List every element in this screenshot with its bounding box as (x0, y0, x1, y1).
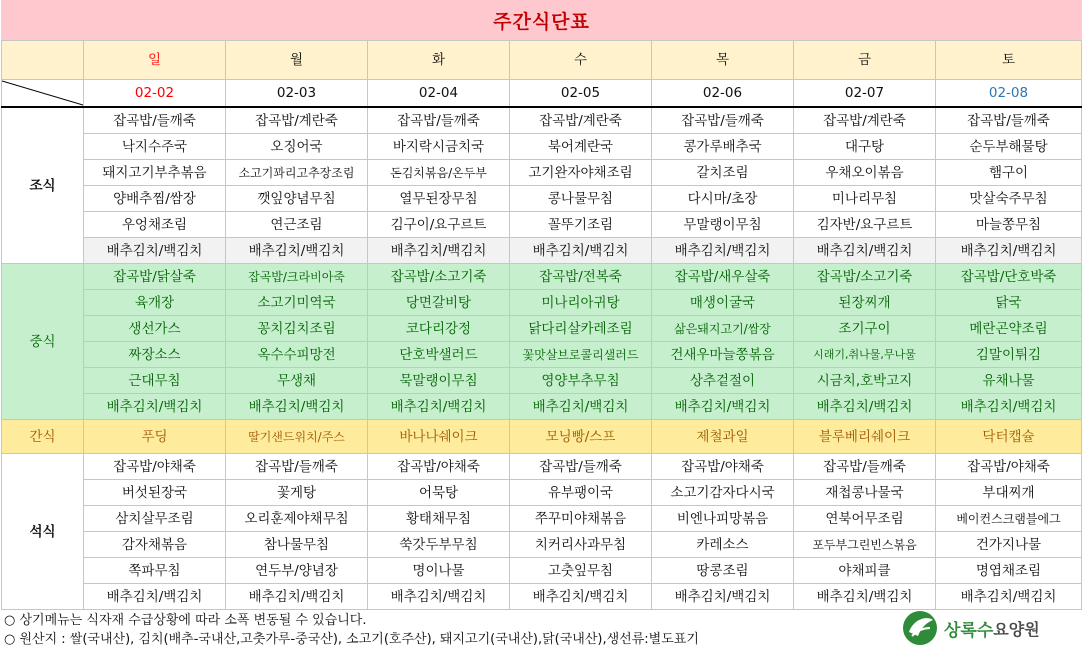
menu-cell: 잡곡밥/야채죽 (936, 454, 1082, 480)
menu-cell: 배추김치/백김치 (936, 584, 1082, 610)
menu-cell: 우엉채조림 (84, 212, 226, 238)
menu-cell: 카레소스 (652, 532, 794, 558)
lunch-row (2, 394, 1082, 420)
menu-cell: 꽃맛살브로콜리샐러드 (510, 342, 652, 368)
menu-cell: 황태채무침 (368, 506, 510, 532)
menu-cell: 잡곡밥/전복죽 (510, 264, 652, 290)
breakfast-row (2, 160, 1082, 186)
menu-cell: 돼지고기부추볶음 (84, 160, 226, 186)
weekly-menu-table (1, 40, 1082, 610)
menu-cell: 무말랭이무침 (652, 212, 794, 238)
page-title: 주간식단표 (493, 10, 590, 33)
menu-cell: 깻잎양념무침 (226, 186, 368, 212)
menu-cell: 생선가스 (84, 316, 226, 342)
lunch-row (2, 264, 1082, 290)
menu-cell: 꽁치김치조림 (226, 316, 368, 342)
menu-cell: 우채오이볶음 (794, 160, 936, 186)
menu-cell: 잡곡밥/들깨죽 (652, 107, 794, 134)
day-header: 금 (794, 41, 936, 80)
facility-logo (900, 610, 1040, 646)
menu-cell: 유부팽이국 (510, 480, 652, 506)
breakfast-row (2, 186, 1082, 212)
date-cell: 02-02 (84, 80, 226, 108)
menu-cell: 배추김치/백김치 (794, 238, 936, 264)
menu-cell: 햄구이 (936, 160, 1082, 186)
menu-cell: 삼치살무조림 (84, 506, 226, 532)
date-cell: 02-08 (936, 80, 1082, 108)
menu-cell: 잡곡밥/계란죽 (794, 107, 936, 134)
snack-cell: 모닝빵/스프 (510, 420, 652, 454)
day-header-row (2, 41, 1082, 80)
menu-cell: 잡곡밥/야채죽 (84, 454, 226, 480)
menu-cell: 고춧잎무침 (510, 558, 652, 584)
menu-cell: 배추김치/백김치 (368, 238, 510, 264)
leaf-logo-icon (900, 610, 940, 646)
menu-cell: 잡곡밥/야채죽 (368, 454, 510, 480)
menu-cell: 옥수수피망전 (226, 342, 368, 368)
menu-cell: 배추김치/백김치 (84, 584, 226, 610)
snack-label: 간식 (2, 420, 84, 454)
menu-cell: 돈김치볶음/온두부 (368, 160, 510, 186)
menu-cell: 소고기꽈리고추장조림 (226, 160, 368, 186)
footnote-origin: ○ 원산지 : 쌀(국내산), 김치(배추-국내산,고춧가루-중국산), 소고기(호주산), 돼지고기(국내산),닭(국내산),생선류:별도표기 (4, 632, 699, 647)
menu-cell: 맛살숙주무침 (936, 186, 1082, 212)
menu-cell: 잡곡밥/들깨죽 (794, 454, 936, 480)
day-header: 목 (652, 41, 794, 80)
menu-cell: 비엔나피망볶음 (652, 506, 794, 532)
menu-cell: 갈치조림 (652, 160, 794, 186)
dinner-row (2, 558, 1082, 584)
menu-cell: 낙지수주국 (84, 134, 226, 160)
breakfast-row (2, 134, 1082, 160)
breakfast-row (2, 107, 1082, 134)
snack-cell: 제철과일 (652, 420, 794, 454)
snack-cell: 바나나쉐이크 (368, 420, 510, 454)
menu-cell: 삶은돼지고기/쌈장 (652, 316, 794, 342)
dinner-row (2, 480, 1082, 506)
menu-cell: 소고기감자다시국 (652, 480, 794, 506)
menu-cell: 조기구이 (794, 316, 936, 342)
date-cell: 02-04 (368, 80, 510, 108)
lunch-label: 중식 (2, 264, 84, 420)
menu-cell: 잡곡밥/닭살죽 (84, 264, 226, 290)
menu-cell: 김자반/요구르트 (794, 212, 936, 238)
menu-cell: 대구탕 (794, 134, 936, 160)
menu-cell: 닭다리살카레조림 (510, 316, 652, 342)
menu-cell: 치커리사과무침 (510, 532, 652, 558)
menu-cell: 무생채 (226, 368, 368, 394)
dinner-row (2, 584, 1082, 610)
menu-cell: 배추김치/백김치 (510, 394, 652, 420)
menu-cell: 미나리아귀탕 (510, 290, 652, 316)
dinner-row (2, 506, 1082, 532)
date-row (2, 80, 1082, 108)
menu-cell: 닭국 (936, 290, 1082, 316)
date-cell: 02-06 (652, 80, 794, 108)
corner-cell (2, 41, 84, 80)
menu-cell: 건새우마늘쫑볶음 (652, 342, 794, 368)
menu-cell: 마늘쫑무침 (936, 212, 1082, 238)
menu-cell: 잡곡밥/크라비아죽 (226, 264, 368, 290)
menu-cell: 배추김치/백김치 (794, 584, 936, 610)
menu-cell: 버섯된장국 (84, 480, 226, 506)
menu-cell: 잡곡밥/들깨죽 (368, 107, 510, 134)
menu-cell: 육개장 (84, 290, 226, 316)
menu-cell: 콩나물무침 (510, 186, 652, 212)
menu-cell: 오징어국 (226, 134, 368, 160)
menu-cell: 콩가루배추국 (652, 134, 794, 160)
breakfast-row (2, 238, 1082, 264)
menu-cell: 메란곤약조림 (936, 316, 1082, 342)
menu-cell: 양배추찜/쌈장 (84, 186, 226, 212)
menu-cell: 된장찌개 (794, 290, 936, 316)
menu-cell: 배추김치/백김치 (652, 238, 794, 264)
menu-cell: 연북어무조림 (794, 506, 936, 532)
menu-cell: 땅콩조림 (652, 558, 794, 584)
menu-cell: 매생이굴국 (652, 290, 794, 316)
menu-cell: 배추김치/백김치 (226, 584, 368, 610)
menu-cell: 건가지나물 (936, 532, 1082, 558)
date-cell: 02-03 (226, 80, 368, 108)
lunch-row (2, 342, 1082, 368)
dinner-row (2, 454, 1082, 480)
menu-cell: 코다리강정 (368, 316, 510, 342)
breakfast-label: 조식 (2, 107, 84, 264)
menu-cell: 잡곡밥/들깨죽 (936, 107, 1082, 134)
menu-cell: 잡곡밥/단호박죽 (936, 264, 1082, 290)
menu-cell: 배추김치/백김치 (226, 238, 368, 264)
diagonal-cell (2, 80, 84, 108)
menu-cell: 배추김치/백김치 (510, 238, 652, 264)
menu-cell: 감자채볶음 (84, 532, 226, 558)
menu-cell: 쭈꾸미야채볶음 (510, 506, 652, 532)
date-cell: 02-07 (794, 80, 936, 108)
menu-cell: 배추김치/백김치 (936, 238, 1082, 264)
menu-cell: 배추김치/백김치 (652, 584, 794, 610)
breakfast-row (2, 212, 1082, 238)
menu-cell: 배추김치/백김치 (652, 394, 794, 420)
dinner-label: 석식 (2, 454, 84, 610)
menu-cell: 재첩콩나물국 (794, 480, 936, 506)
day-header: 화 (368, 41, 510, 80)
menu-cell: 당면갈비탕 (368, 290, 510, 316)
title-bar (1, 0, 1082, 41)
dinner-row (2, 532, 1082, 558)
footnote-notice: ○ 상기메뉴는 식자재 수급상황에 따라 소폭 변동될 수 있습니다. (4, 613, 367, 628)
day-header: 수 (510, 41, 652, 80)
menu-cell: 배추김치/백김치 (794, 394, 936, 420)
lunch-row (2, 368, 1082, 394)
menu-cell: 배추김치/백김치 (226, 394, 368, 420)
menu-cell: 잡곡밥/새우살죽 (652, 264, 794, 290)
menu-cell: 배추김치/백김치 (368, 584, 510, 610)
snack-cell: 푸딩 (84, 420, 226, 454)
menu-cell: 북어계란국 (510, 134, 652, 160)
menu-cell: 꽃게탕 (226, 480, 368, 506)
menu-cell: 시래기,취나물,무나물 (794, 342, 936, 368)
menu-cell: 포두부그린빈스볶음 (794, 532, 936, 558)
menu-cell: 참나물무침 (226, 532, 368, 558)
menu-cell: 단호박샐러드 (368, 342, 510, 368)
menu-cell: 배추김치/백김치 (368, 394, 510, 420)
menu-cell: 잡곡밥/계란죽 (510, 107, 652, 134)
menu-cell: 소고기미역국 (226, 290, 368, 316)
day-header: 일 (84, 41, 226, 80)
snack-row (2, 420, 1082, 454)
menu-cell: 바지락시금치국 (368, 134, 510, 160)
day-header: 월 (226, 41, 368, 80)
menu-cell: 잡곡밥/들깨죽 (510, 454, 652, 480)
menu-cell: 쑥갓두부무침 (368, 532, 510, 558)
date-cell: 02-05 (510, 80, 652, 108)
logo-name-2: 요양원 (993, 619, 1040, 639)
menu-cell: 잡곡밥/계란죽 (226, 107, 368, 134)
menu-cell: 잡곡밥/야채죽 (652, 454, 794, 480)
menu-cell: 배추김치/백김치 (936, 394, 1082, 420)
menu-cell: 어묵탕 (368, 480, 510, 506)
menu-cell: 순두부해물탕 (936, 134, 1082, 160)
snack-cell: 닥터캡슐 (936, 420, 1082, 454)
menu-cell: 부대찌개 (936, 480, 1082, 506)
menu-cell: 명엽채조림 (936, 558, 1082, 584)
menu-cell: 베이컨스크램블에그 (936, 506, 1082, 532)
menu-cell: 영양부추무침 (510, 368, 652, 394)
snack-cell: 딸기샌드위치/주스 (226, 420, 368, 454)
menu-cell: 잡곡밥/들깨죽 (84, 107, 226, 134)
menu-cell: 다시마/초장 (652, 186, 794, 212)
menu-cell: 상추겉절이 (652, 368, 794, 394)
menu-cell: 열무된장무침 (368, 186, 510, 212)
menu-cell: 유채나물 (936, 368, 1082, 394)
menu-cell: 김말이튀김 (936, 342, 1082, 368)
menu-cell: 쪽파무침 (84, 558, 226, 584)
menu-cell: 연근조림 (226, 212, 368, 238)
menu-cell: 야채피클 (794, 558, 936, 584)
menu-cell: 잡곡밥/들깨죽 (226, 454, 368, 480)
menu-cell: 배추김치/백김치 (510, 584, 652, 610)
menu-cell: 오리훈제야채무침 (226, 506, 368, 532)
menu-cell: 배추김치/백김치 (84, 238, 226, 264)
menu-cell: 묵말랭이무침 (368, 368, 510, 394)
day-header: 토 (936, 41, 1082, 80)
lunch-row (2, 316, 1082, 342)
lunch-row (2, 290, 1082, 316)
menu-cell: 잡곡밥/소고기죽 (794, 264, 936, 290)
diagonal-line (2, 80, 83, 106)
menu-cell: 김구이/요구르트 (368, 212, 510, 238)
menu-cell: 근대무침 (84, 368, 226, 394)
menu-cell: 고기완자야채조림 (510, 160, 652, 186)
menu-cell: 짜장소스 (84, 342, 226, 368)
menu-cell: 연두부/양념장 (226, 558, 368, 584)
snack-cell: 블루베리쉐이크 (794, 420, 936, 454)
menu-cell: 명이나물 (368, 558, 510, 584)
logo-name-1: 상록수 (944, 620, 994, 641)
menu-cell: 미나리무침 (794, 186, 936, 212)
menu-cell: 배추김치/백김치 (84, 394, 226, 420)
menu-cell: 꼴뚜기조림 (510, 212, 652, 238)
menu-cell: 잡곡밥/소고기죽 (368, 264, 510, 290)
menu-cell: 시금치,호박고지 (794, 368, 936, 394)
